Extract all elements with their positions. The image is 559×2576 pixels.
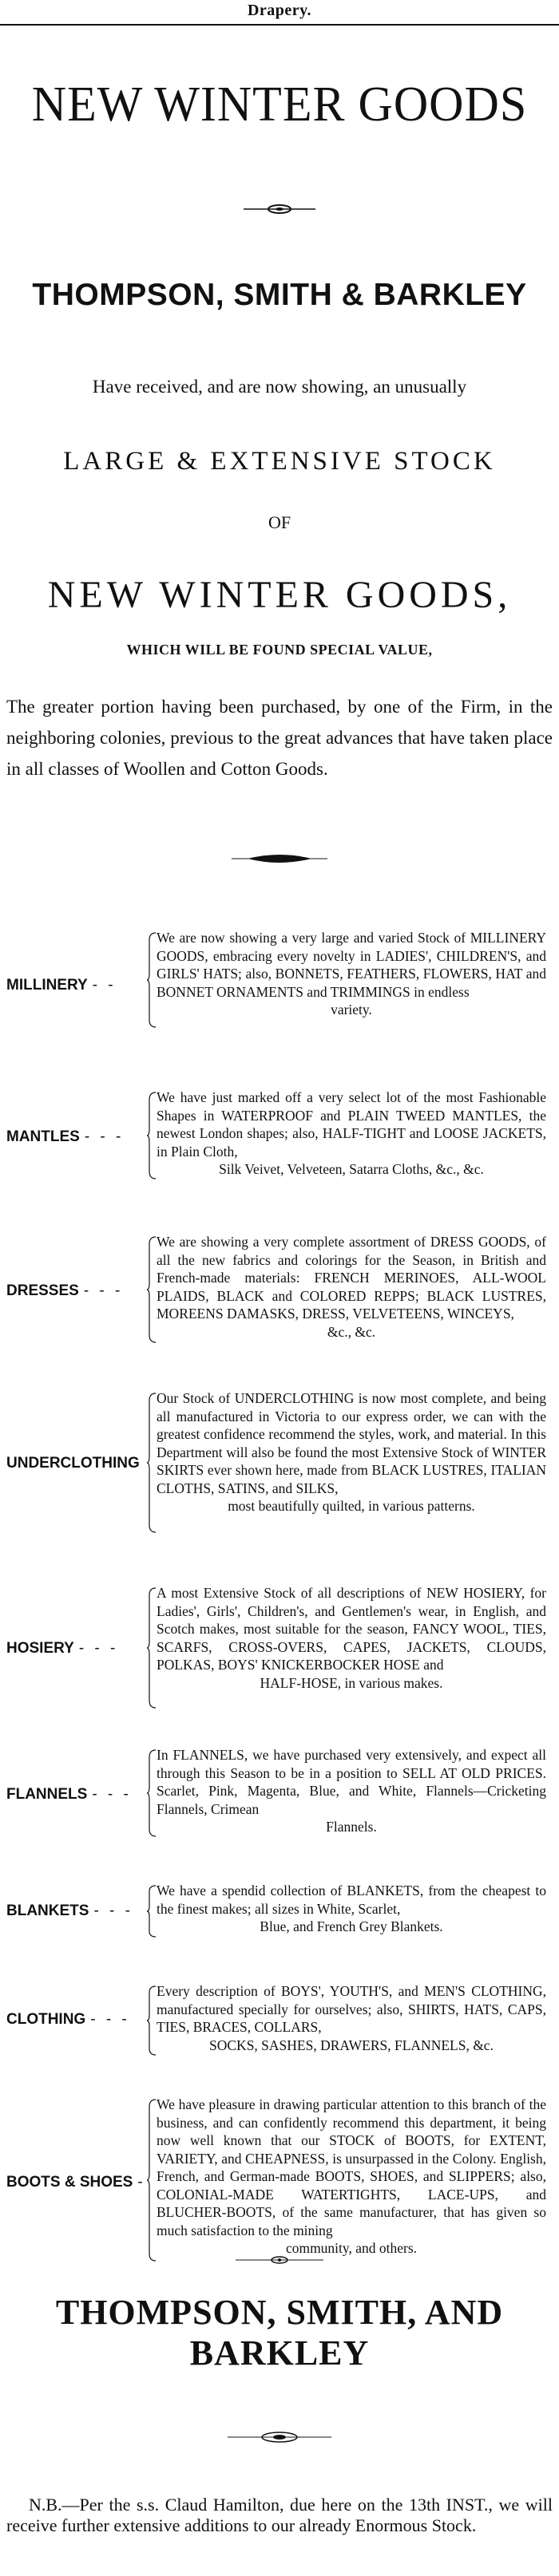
category-label: MANTLES - - -	[6, 1128, 125, 1145]
headline: NEW WINTER GOODS	[31, 76, 528, 132]
category-description: A most Extensive Stock of all descriptions of NEW HOSIERY, for Ladies', Girls', Children's, and Gentlemen's wear, in English, and Scotch makes, most suitable for the season, FANCY WOOL, TIES, SCARFS, CROSS-OVERS, CAPES, JACKETS, CLOUDS, POLKAS, BOYS' KNICKERBOCKER HOSE and HALF-HOSE, in various makes.	[157, 1585, 546, 1691]
category-description: We have a spendid collection of BLANKETS, from the cheapest to the finest makes; all sizes in White, Scarlet, Blue, and French Grey Blankets.	[157, 1883, 546, 1934]
category-blankets	[0, 1882, 559, 1942]
category-description: Every description of BOYS', YOUTH'S, and MEN'S CLOTHING, manufactured specially for ourselves; also, SHIRTS, HATS, CAPS, TIES, BRACES, COLLARS, SOCKS, SASHES, DRAWERS, FLANNELS, &c.	[157, 1983, 546, 2053]
category-label: DRESSES - - -	[6, 1282, 124, 1299]
category-label: CLOTHING - - -	[6, 2011, 130, 2028]
category-mantles	[0, 1088, 559, 1184]
category-label: BLANKETS - - -	[6, 1902, 133, 1919]
category-underclothing	[0, 1389, 559, 1541]
category-description: We have just marked off a very select lot of the most Fashionable Shapes in WATERPROOF and PLAIN TWEED MANTLES, the newest London shapes; also, HALF-TIGHT and LOOSE JACKETS, in Plain Cloth, Silk Veivet, Velveteen, Satarra Cloths, &c., &c.	[157, 1089, 546, 1177]
category-description: We have pleasure in drawing particular attention to this branch of the business, and can confidently recommend this department, it being now well known that our STOCK of BOOTS, for EXTENT, VARIETY, and CHEAPNESS, is unsurpassed in the Colony. English, French, and German-made BOOTS, SHOES, and SLIPPERS; also, COLONIAL-MADE WATERTIGHTS, LACE-UPS, and BLUCHER-BOOTS, of the same manufacturer, that has given so much satisfaction to the mining community, and others.	[157, 2096, 546, 2256]
category-label: BOOTS & SHOES -	[6, 2174, 146, 2191]
category-hosiery	[0, 1584, 559, 1712]
brace-icon	[147, 1236, 157, 1343]
intro-line: Have received, and are now showing, an unusually	[92, 377, 467, 397]
category-dresses	[0, 1233, 559, 1353]
brace-icon	[147, 1985, 157, 2056]
ornament-divider-bottom	[216, 2428, 343, 2447]
category-flannels	[0, 1746, 559, 1842]
category-label: UNDERCLOTHING	[6, 1455, 140, 1472]
category-description: In FLANNELS, we have purchased very extensively, and expect all through this Season to be in a position to SELL AT OLD PRICES. Scarlet, Pink, Magenta, Blue, and White, Flannels—Cricketing Flannels, Crimean Flannels.	[157, 1747, 546, 1835]
brace-icon	[147, 2099, 157, 2262]
category-description: Our Stock of UNDERCLOTHING is now most complete, and being all manufactured in Victoria to our express order, we can with the greatest confidence recommend the styles, work, and material. In this Department will also be found the most Extensive Stock of WINTER SKIRTS ever shown here, made from BLACK LUSTRES, ITALIAN CLOTHS, SATINS, and SILKS, most beautifully quilted, in various patterns.	[157, 1390, 546, 1514]
of-word: OF	[268, 512, 291, 532]
category-label: HOSIERY - - -	[6, 1640, 119, 1657]
top-rule	[0, 24, 559, 26]
special-value-line: WHICH WILL BE FOUND SPECIAL VALUE,	[126, 642, 433, 658]
category-description: We are now showing a very large and varied Stock of MILLINERY GOODS, embracing every novelty in LADIES', CHILDREN'S, and GIRLS' HATS; also, BONNETS, FEATHERS, FLOWERS, HAT and BONNET ORNAMENTS and TRIMMINGS in endless variety.	[157, 930, 546, 1017]
ornament-divider-lower	[216, 2250, 343, 2270]
large-stock-line: LARGE & EXTENSIVE STOCK	[63, 447, 496, 476]
category-clothing	[0, 1982, 559, 2059]
category-millinery	[0, 929, 559, 1044]
nb-note: N.B.—Per the s.s. Claud Hamilton, due here on the 13th INST., we will receive further extensive additions to our already Enormous Stock.	[6, 2495, 553, 2535]
ornament-divider-middle	[216, 849, 343, 868]
firm-name: THOMPSON, SMITH & BARKLEY	[32, 278, 527, 312]
ornament-divider-top	[216, 200, 343, 219]
closing-firm-name: THOMPSON, SMITH, AND BARKLEY	[55, 2293, 504, 2373]
category-label: MILLINERY - -	[6, 977, 117, 994]
brace-icon	[147, 1749, 157, 1837]
purchase-paragraph: The greater portion having been purchased, by one of the Firm, in the neighboring colonies, previous to the great advances that have taken place in all classes of Woollen and Cotton Goods.	[6, 697, 553, 779]
brace-icon	[147, 1587, 157, 1709]
brace-icon	[147, 1393, 157, 1533]
brace-icon	[147, 1092, 157, 1179]
category-description: We are showing a very complete assortment of DRESS GOODS, of all the new fabrics and colorings for the Season, in British and French-made materials: FRENCH MERINOES, ALL-WOOL PLAIDS, BLACK and COLORED REPPS; BLACK LUSTRES, MOREENS DAMASKS, DRESS, VELVETEENS, WINCEYS, &c., &c.	[157, 1234, 546, 1340]
category-boots-shoes	[0, 2096, 559, 2263]
brace-icon	[147, 1885, 157, 1938]
category-label: FLANNELS - - -	[6, 1786, 132, 1803]
section-label: Drapery.	[247, 2, 312, 19]
brace-icon	[147, 932, 157, 1028]
new-winter-goods-subheading: NEW WINTER GOODS,	[47, 574, 512, 616]
